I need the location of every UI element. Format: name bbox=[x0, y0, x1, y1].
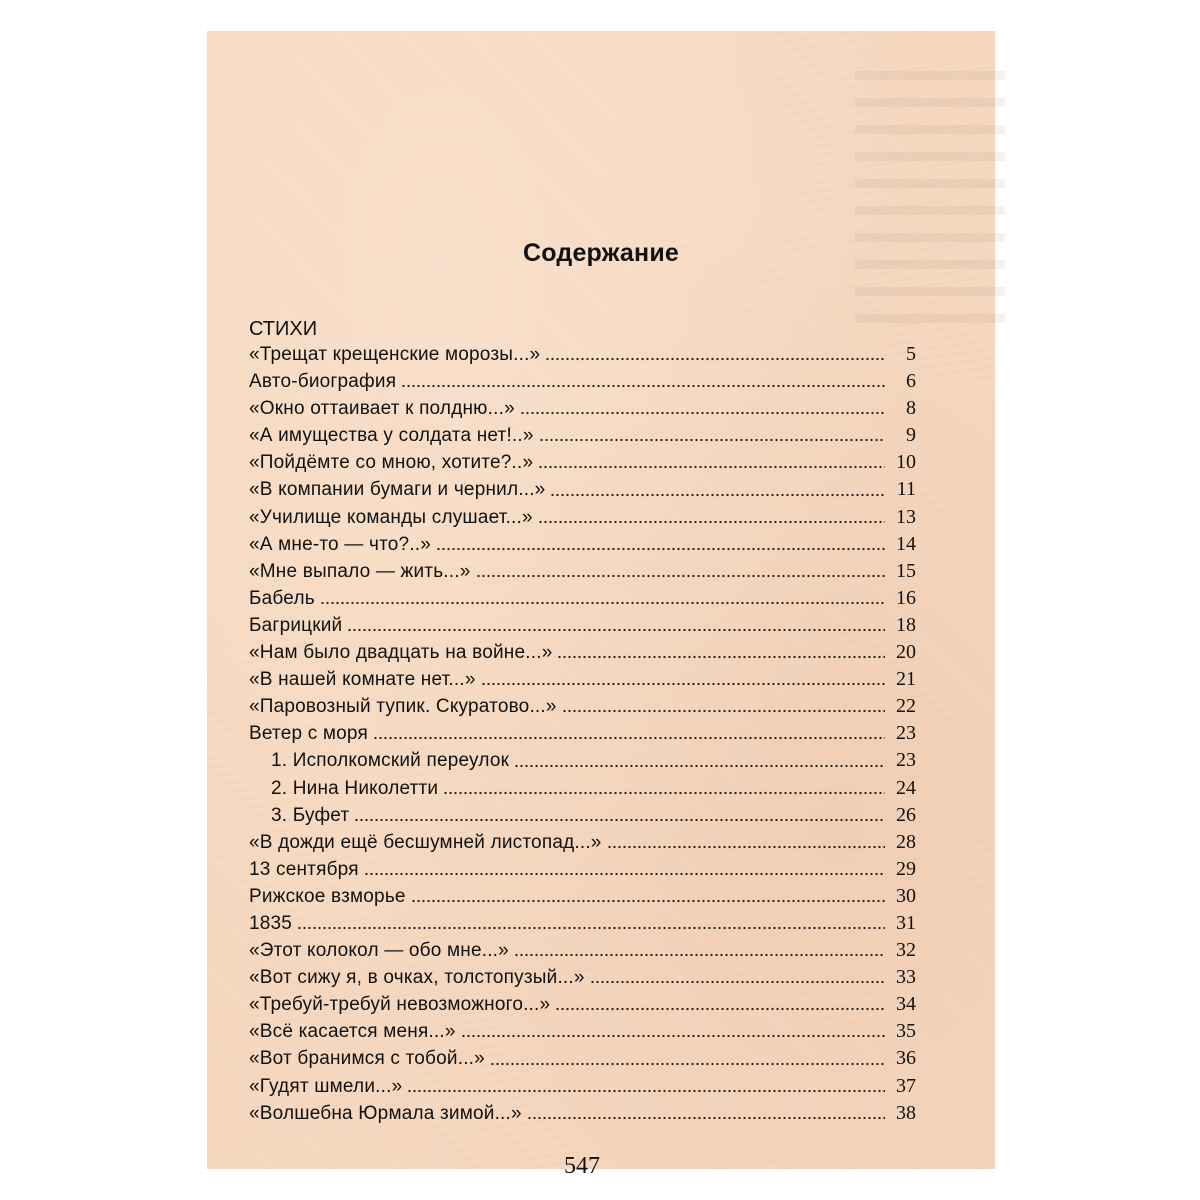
toc-entry bbox=[249, 991, 916, 1018]
dot-leader bbox=[590, 980, 885, 984]
toc-entry bbox=[249, 612, 916, 639]
toc-entry-title: «Вот бранимся с тобой...» bbox=[249, 1048, 485, 1070]
toc-entry-title: «А имущества у солдата нет!..» bbox=[249, 425, 534, 447]
toc-entry-title: Бабель bbox=[249, 587, 315, 609]
dot-leader bbox=[461, 1034, 885, 1038]
toc-entry bbox=[249, 856, 916, 883]
toc-entry bbox=[249, 422, 916, 449]
toc-entry-title: «Училище команды слушает...» bbox=[249, 506, 533, 528]
toc-entry-page: 35 bbox=[896, 1020, 916, 1043]
toc-entry bbox=[249, 1045, 916, 1072]
toc-entry bbox=[249, 1073, 916, 1100]
dot-leader bbox=[373, 736, 885, 740]
toc-entry bbox=[249, 476, 916, 503]
dot-leader bbox=[545, 357, 885, 361]
toc-entry bbox=[249, 964, 916, 991]
toc-entry-title: 1835 bbox=[249, 912, 293, 934]
toc-entry bbox=[249, 585, 916, 612]
toc-entry-page: 10 bbox=[896, 451, 916, 474]
toc-entry-title: «В дожди ещё бесшумней листопад...» bbox=[249, 831, 602, 853]
toc-entry-title: 13 сентября bbox=[249, 858, 359, 880]
toc-entry-title: «Этот колокол — обо мне...» bbox=[249, 940, 509, 962]
toc-entry bbox=[249, 504, 916, 531]
dot-leader bbox=[527, 1116, 885, 1120]
toc-entry bbox=[249, 531, 916, 558]
dot-leader bbox=[607, 845, 885, 849]
dot-leader bbox=[481, 682, 885, 686]
dot-leader bbox=[320, 601, 885, 605]
toc-entry bbox=[249, 720, 916, 747]
dot-leader bbox=[411, 899, 885, 903]
toc-entry-page: 30 bbox=[896, 884, 916, 907]
toc-entry-page: 11 bbox=[896, 478, 916, 501]
toc-entry-page: 34 bbox=[896, 993, 916, 1016]
dot-leader bbox=[538, 520, 885, 524]
dot-leader bbox=[557, 655, 885, 659]
toc-entry-page: 8 bbox=[906, 397, 916, 420]
toc-entry-title: Ветер с моря bbox=[249, 723, 368, 745]
toc-entry-title: «Волшебна Юрмала зимой...» bbox=[249, 1102, 522, 1124]
toc-entry-title: 1. Исполкомский переулок bbox=[271, 750, 510, 772]
dot-leader bbox=[539, 438, 885, 442]
toc-entry bbox=[249, 1100, 916, 1127]
toc-entry-title: «Гудят шмели...» bbox=[249, 1075, 403, 1097]
dot-leader bbox=[514, 764, 885, 768]
dot-leader bbox=[520, 411, 885, 415]
toc-entry bbox=[249, 802, 916, 829]
toc-entry-page: 13 bbox=[896, 505, 916, 528]
toc-entry-title: «Мне выпало — жить...» bbox=[249, 560, 471, 582]
dot-leader bbox=[555, 1007, 885, 1011]
toc-entry-title: Авто-биография bbox=[249, 371, 397, 393]
toc-entry-title: «В компании бумаги и чернил...» bbox=[249, 479, 546, 501]
dot-leader bbox=[354, 818, 885, 822]
toc-entry-page: 15 bbox=[896, 559, 916, 582]
dot-leader bbox=[443, 791, 885, 795]
toc-entry-title: «Окно оттаивает к полдню...» bbox=[249, 398, 515, 420]
dot-leader bbox=[562, 709, 885, 713]
show-through-text bbox=[855, 71, 1005, 331]
toc-entry-page: 22 bbox=[896, 695, 916, 718]
toc-entry-page: 33 bbox=[896, 966, 916, 989]
toc-entry-page: 14 bbox=[896, 532, 916, 555]
toc-entry-title: «А мне-то — что?..» bbox=[249, 533, 432, 555]
toc-entry-title: «Пойдёмте со мною, хотите?..» bbox=[249, 452, 534, 474]
toc-entry bbox=[249, 558, 916, 585]
dot-leader bbox=[436, 547, 885, 551]
toc-entry bbox=[249, 368, 916, 395]
toc-entry bbox=[249, 693, 916, 720]
toc-entry-title: Рижское взморье bbox=[249, 885, 406, 907]
toc-entry-page: 23 bbox=[896, 749, 916, 772]
toc-entry-page: 6 bbox=[906, 370, 916, 393]
dot-leader bbox=[514, 953, 885, 957]
toc-entry bbox=[249, 747, 916, 774]
toc-entry-page: 23 bbox=[896, 722, 916, 745]
toc-entry-page: 9 bbox=[906, 424, 916, 447]
toc-entry bbox=[249, 829, 916, 856]
toc-entry-page: 32 bbox=[896, 939, 916, 962]
toc-entry bbox=[249, 910, 916, 937]
toc-entry-page: 36 bbox=[896, 1047, 916, 1070]
toc-entry-title: «Всё касается меня...» bbox=[249, 1021, 456, 1043]
table-of-contents bbox=[249, 341, 916, 1127]
toc-entry-page: 21 bbox=[896, 668, 916, 691]
toc-entry-title: «Нам было двадцать на войне...» bbox=[249, 642, 553, 664]
toc-entry-title: «В нашей комнате нет...» bbox=[249, 669, 476, 691]
dot-leader bbox=[401, 384, 885, 388]
toc-entry-page: 31 bbox=[896, 911, 916, 934]
toc-entry bbox=[249, 937, 916, 964]
dot-leader bbox=[538, 465, 885, 469]
toc-entry bbox=[249, 395, 916, 422]
toc-entry-page: 37 bbox=[896, 1074, 916, 1097]
toc-entry-page: 16 bbox=[896, 586, 916, 609]
toc-entry-page: 18 bbox=[896, 613, 916, 636]
toc-entry-page: 5 bbox=[906, 343, 916, 365]
toc-entry-title: «Вот сижу я, в очках, толстопузый...» bbox=[249, 967, 585, 989]
toc-entry-page: 29 bbox=[896, 857, 916, 880]
toc-entry bbox=[249, 775, 916, 802]
toc-entry-title: «Трещат крещенские морозы...» bbox=[249, 344, 541, 365]
dot-leader bbox=[364, 872, 885, 876]
dot-leader bbox=[407, 1089, 885, 1093]
page-title: Содержание bbox=[522, 239, 680, 267]
toc-entry-title: «Паровозный тупик. Скуратово...» bbox=[249, 696, 557, 718]
toc-entry-page: 38 bbox=[896, 1101, 916, 1124]
dot-leader bbox=[550, 493, 885, 497]
toc-entry bbox=[249, 639, 916, 666]
toc-entry-title: 3. Буфет bbox=[271, 804, 350, 826]
toc-entry bbox=[249, 666, 916, 693]
toc-entry-page: 20 bbox=[896, 641, 916, 664]
toc-entry bbox=[249, 341, 916, 368]
toc-entry bbox=[249, 883, 916, 910]
page-number: 547 bbox=[564, 1153, 600, 1179]
toc-entry bbox=[249, 449, 916, 476]
toc-entry-title: «Требуй-требуй невозможного...» bbox=[249, 994, 551, 1016]
toc-entry-page: 26 bbox=[896, 803, 916, 826]
toc-entry bbox=[249, 1018, 916, 1045]
dot-leader bbox=[347, 628, 885, 632]
section-heading: СТИХИ bbox=[249, 318, 318, 340]
book-page bbox=[207, 31, 995, 1179]
toc-entry-title: 2. Нина Николетти bbox=[271, 777, 439, 799]
toc-entry-page: 24 bbox=[896, 776, 916, 799]
dot-leader bbox=[476, 574, 886, 578]
toc-entry-title: Багрицкий bbox=[249, 614, 343, 636]
dot-leader bbox=[490, 1062, 885, 1066]
toc-entry-page: 28 bbox=[896, 830, 916, 853]
dot-leader bbox=[297, 926, 885, 930]
